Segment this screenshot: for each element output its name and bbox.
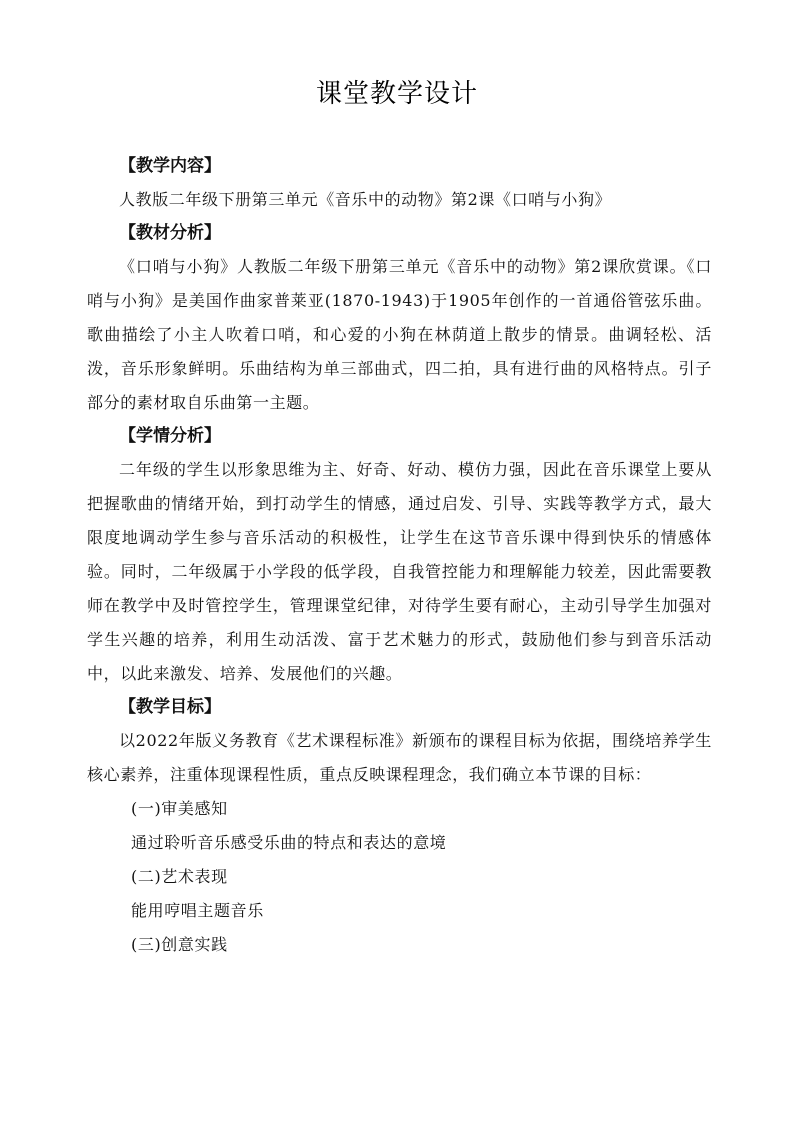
section-heading: 【学情分析】 [119,426,221,446]
page-title: 课堂教学设计 [315,79,478,109]
section-teaching-content [87,150,712,217]
section-teaching-goals [87,691,712,962]
section-heading: 【教学内容】 [119,156,221,176]
goal-detail: 能用哼唱主题音乐 [131,901,264,920]
goal-detail: 通过聆听音乐感受乐曲的特点和表达的意境 [131,833,447,852]
goal-label: (三)创意实践 [131,935,228,954]
goal-label: (一)审美感知 [131,799,228,818]
section-paragraph: 二年级的学生以形象思维为主、好奇、好动、模仿力强，因此在音乐课堂上要从把握歌曲的情绪开始，到打动学生的情感，通过启发、引导、实践等教学方式，最大限度地调动学生参与音乐活动的积极性，让学生在这节音乐课中得到快乐的情感体验。同时，二年级属于小学段的低学段，自我管控能力和理解能力较差，因此需要教师在教学中及时管控学生，管理课堂纪律，对待学生要有耐心，主动引导学生加强对学生兴趣的培养，利用生动活泼、富于艺术魅力的形式，鼓励他们参与到音乐活动中，以此来激发、培养、发展他们的兴趣。 [87,460,712,683]
goal-label: (二)艺术表现 [131,867,228,886]
section-heading: 【教学目标】 [119,697,221,717]
document-body [87,150,712,962]
section-heading: 【教材分析】 [119,223,221,243]
section-paragraph: 人教版二年级下册第三单元《音乐中的动物》第2课《口哨与小狗》 [119,190,612,209]
section-material-analysis [87,217,712,420]
section-student-analysis [87,420,712,691]
section-paragraph: 《口哨与小狗》人教版二年级下册第三单元《音乐中的动物》第2课欣赏课。《口哨与小狗》是美国作曲家普莱亚(1870-1943)于1905年创作的一首通俗管弦乐曲。歌曲描绘了小主人吹着口哨，和心爱的小狗在林荫道上散步的情景。曲调轻松、活泼，音乐形象鲜明。乐曲结构为单三部曲式，四二拍，具有进行曲的风格特点。引子部分的素材取自乐曲第一主题。 [87,257,712,412]
section-paragraph: 以2022年版义务教育《艺术课程标准》新颁布的课程目标为依据，围绕培养学生核心素养，注重体现课程性质，重点反映课程理念，我们确立本节课的目标： [87,731,712,784]
